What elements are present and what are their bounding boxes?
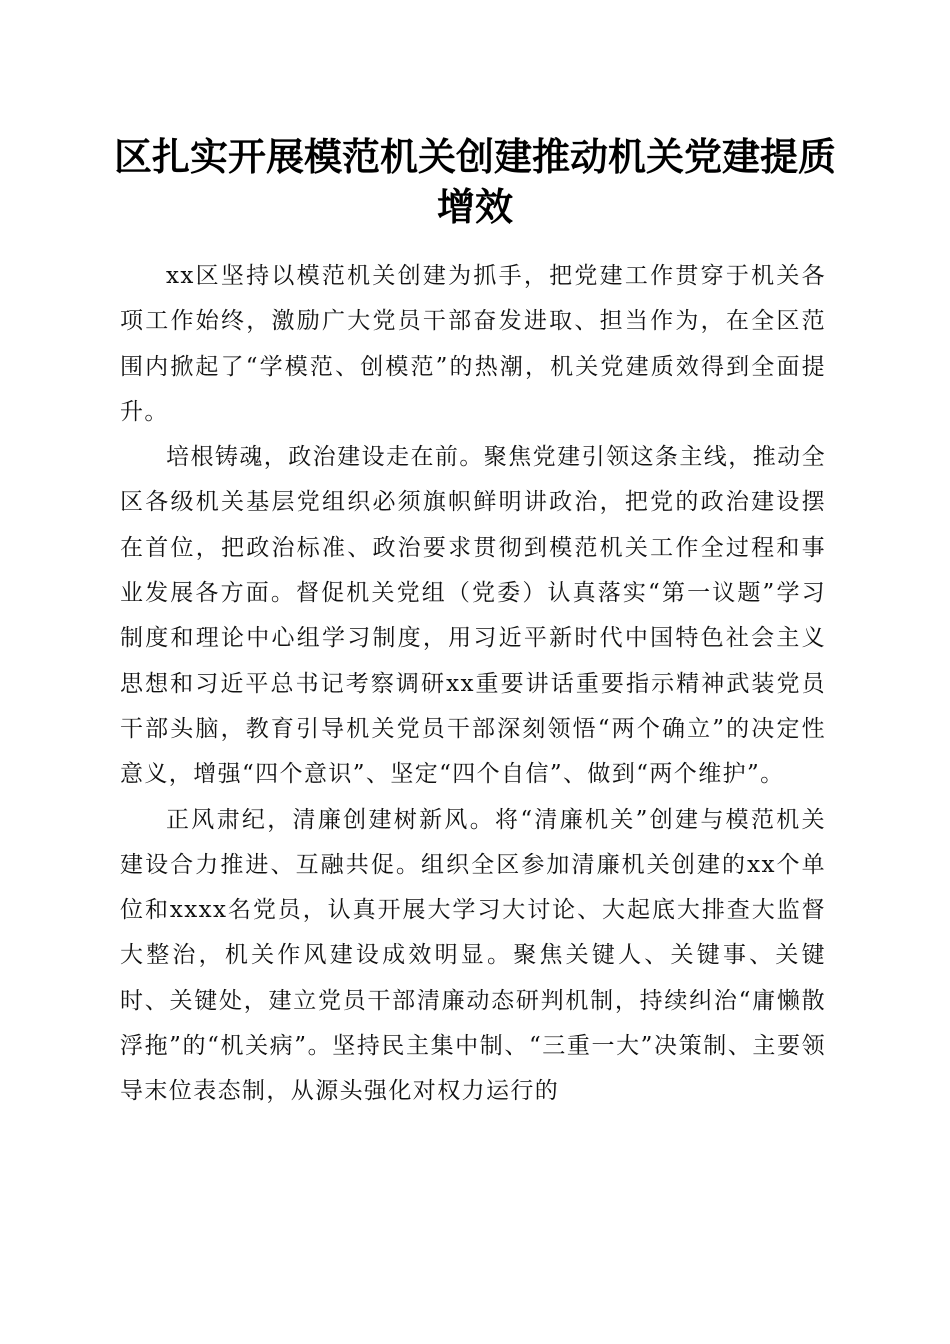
document-title: 区扎实开展模范机关创建推动机关党建提质增效 <box>113 134 836 229</box>
paragraph-political-building: 培根铸魂，政治建设走在前。聚焦党建引领这条主线，推动全区各级机关基层党组织必须旗帜鲜明讲政治，把党的政治建设摆在首位，把政治标准、政治要求贯彻到模范机关工作全过程和事业发展各方面。督促机关党组（党委）认真落实“第一议题”学习制度和理论中心组学习制度，用习近平新时代中国特色社会主义思想和习近平总书记考察调研xx重要讲话重要指示精神武装党员干部头脑，教育引导机关党员干部深刻领悟“两个确立”的决定性意义，增强“四个意识”、坚定“四个自信”、做到“两个维护”。 <box>120 444 826 788</box>
paragraph-intro: xx区坚持以模范机关创建为抓手，把党建工作贯穿于机关各项工作始终，激励广大党员干部奋发进取、担当作为，在全区范围内掀起了“学模范、创模范”的热潮，机关党建质效得到全面提升。 <box>120 263 826 425</box>
document-body <box>120 254 826 1115</box>
paragraph-clean-governance: 正风肃纪，清廉创建树新风。将“清廉机关”创建与模范机关建设合力推进、互融共促。组织全区参加清廉机关创建的xx个单位和xxxx名党员，认真开展大学习大讨论、大起底大排查大监督大整治，机关作风建设成效明显。聚焦关键人、关键事、关键时、关键处，建立党员干部清廉动态研判机制，持续纠治“庸懒散浮拖”的“机关病”。坚持民主集中制、“三重一大”决策制、主要领导末位表态制，从源头强化对权力运行的 <box>120 806 826 1105</box>
